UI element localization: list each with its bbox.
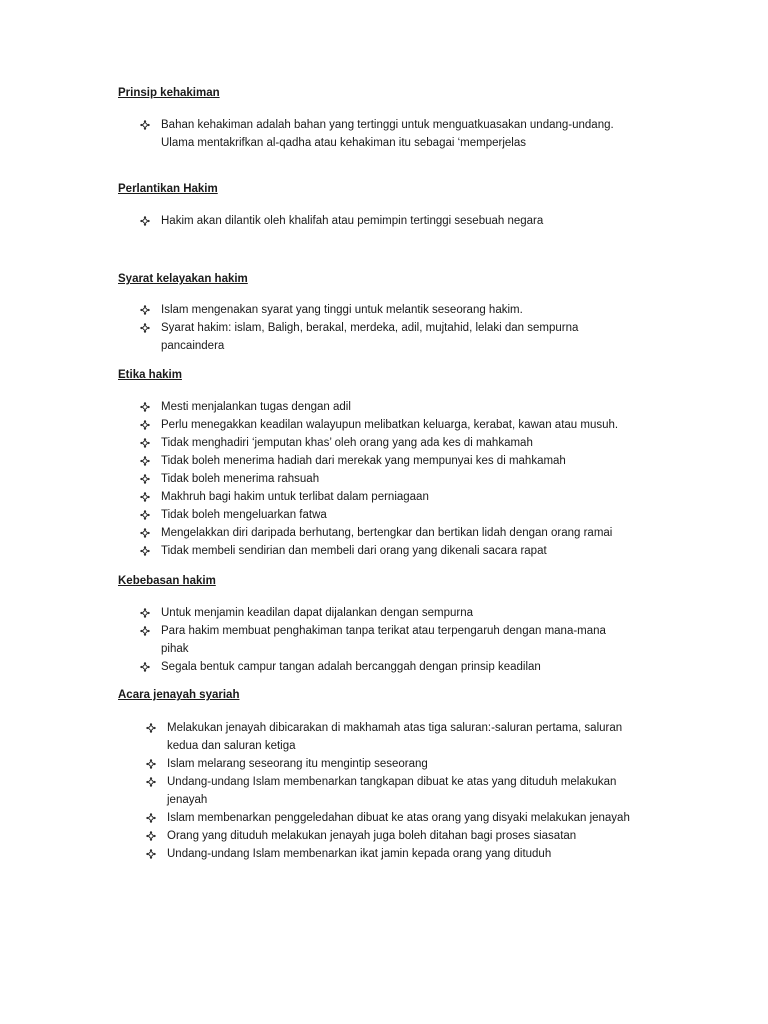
diamond-bullet-icon — [146, 831, 156, 841]
list-item — [140, 301, 610, 319]
list-item — [146, 773, 646, 809]
list-item — [146, 755, 646, 773]
list-item-text: Tidak boleh menerima rahsuah — [161, 473, 320, 485]
list-item — [140, 398, 680, 416]
diamond-bullet-icon — [140, 546, 150, 556]
diamond-bullet-icon — [140, 216, 150, 226]
diamond-bullet-icon — [146, 777, 156, 787]
diamond-bullet-icon — [140, 492, 150, 502]
diamond-bullet-icon — [140, 420, 150, 430]
list-item — [140, 434, 680, 452]
list-item — [146, 719, 646, 755]
diamond-bullet-icon — [146, 759, 156, 769]
list-item-text: Mengelakkan diri daripada berhutang, bertengkar dan bertikan lidah dengan orang ramai — [161, 527, 613, 539]
list-item-text: Islam mengenakan syarat yang tinggi untuk melantik seseorang hakim. — [161, 304, 523, 316]
list-item-text: Segala bentuk campur tangan adalah bercanggah dengan prinsip keadilan — [161, 661, 541, 673]
diamond-bullet-icon — [140, 662, 150, 672]
list-item — [140, 506, 680, 524]
list-item — [140, 416, 680, 434]
list-item — [140, 452, 680, 470]
diamond-bullet-icon — [140, 474, 150, 484]
diamond-bullet-icon — [140, 456, 150, 466]
diamond-bullet-icon — [140, 528, 150, 538]
heading-prinsip-kehakiman: Prinsip kehakiman — [118, 87, 220, 99]
list-acara-jenayah-syariah — [146, 719, 646, 863]
list-item-text: Tidak boleh mengeluarkan fatwa — [161, 509, 327, 521]
list-item — [140, 319, 610, 355]
diamond-bullet-icon — [146, 813, 156, 823]
diamond-bullet-icon — [146, 723, 156, 733]
diamond-bullet-icon — [140, 626, 150, 636]
list-item — [146, 845, 646, 863]
list-etika-hakim — [140, 398, 680, 560]
list-item-text: Melakukan jenayah dibicarakan di makhamah atas tiga saluran:-saluran pertama, saluran kedua dan saluran ketiga — [167, 722, 623, 752]
list-item-text: Para hakim membuat penghakiman tanpa terikat atau terpengaruh dengan mana-mana pihak — [161, 625, 606, 655]
diamond-bullet-icon — [140, 608, 150, 618]
list-item-text: Hakim akan dilantik oleh khalifah atau pemimpin tertinggi sesebuah negara — [161, 215, 544, 227]
diamond-bullet-icon — [140, 323, 150, 333]
list-item — [140, 542, 680, 560]
list-item-text: Bahan kehakiman adalah bahan yang tertinggi untuk menguatkuasakan undang-undang. Ulama mentakrifkan al-qadha atau kehakiman itu sebagai ‘memperjelas — [161, 119, 614, 149]
diamond-bullet-icon — [140, 510, 150, 520]
list-item-text: Orang yang dituduh melakukan jenayah juga boleh ditahan bagi proses siasatan — [167, 830, 577, 842]
list-item — [146, 809, 646, 827]
list-item-text: Syarat hakim: islam, Baligh, berakal, merdeka, adil, mujtahid, lelaki dan sempurna pancaindera — [161, 322, 579, 352]
list-item — [140, 658, 615, 676]
list-item-text: Tidak boleh menerima hadiah dari merekak yang mempunyai kes di mahkamah — [161, 455, 566, 467]
diamond-bullet-icon — [140, 305, 150, 315]
list-item — [140, 470, 680, 488]
heading-syarat-kelayakan-hakim: Syarat kelayakan hakim — [118, 273, 248, 285]
list-item — [140, 604, 615, 622]
diamond-bullet-icon — [140, 120, 150, 130]
list-item — [140, 488, 680, 506]
list-item-text: Undang-undang Islam membenarkan tangkapan dibuat ke atas yang dituduh melakukan jenayah — [167, 776, 617, 806]
list-kebebasan-hakim — [140, 604, 615, 676]
list-item-text: Tidak membeli sendirian dan membeli dari orang yang dikenali sacara rapat — [161, 545, 547, 557]
diamond-bullet-icon — [140, 402, 150, 412]
list-perlantikan-hakim — [140, 212, 660, 230]
list-item — [140, 524, 680, 542]
heading-etika-hakim: Etika hakim — [118, 369, 182, 381]
heading-perlantikan-hakim: Perlantikan Hakim — [118, 183, 218, 195]
list-item-text: Perlu menegakkan keadilan walayupun melibatkan keluarga, kerabat, kawan atau musuh. — [161, 419, 619, 431]
diamond-bullet-icon — [140, 438, 150, 448]
list-item — [140, 622, 615, 658]
list-item — [146, 827, 646, 845]
list-item-text: Tidak menghadiri ‘jemputan khas’ oleh orang yang ada kes di mahkamah — [161, 437, 533, 449]
list-prinsip-kehakiman — [140, 116, 640, 152]
list-syarat-kelayakan-hakim — [140, 301, 610, 355]
diamond-bullet-icon — [146, 849, 156, 859]
list-item-text: Undang-undang Islam membenarkan ikat jamin kepada orang yang dituduh — [167, 848, 552, 860]
list-item-text: Makhruh bagi hakim untuk terlibat dalam perniagaan — [161, 491, 429, 503]
list-item-text: Islam membenarkan penggeledahan dibuat ke atas orang yang disyaki melakukan jenayah — [167, 812, 630, 824]
heading-kebebasan-hakim: Kebebasan hakim — [118, 575, 216, 587]
list-item-text: Islam melarang seseorang itu mengintip seseorang — [167, 758, 428, 770]
list-item-text: Untuk menjamin keadilan dapat dijalankan dengan sempurna — [161, 607, 473, 619]
list-item-text: Mesti menjalankan tugas dengan adil — [161, 401, 351, 413]
list-item — [140, 212, 660, 230]
list-item — [140, 116, 640, 152]
heading-acara-jenayah-syariah: Acara jenayah syariah — [118, 689, 240, 701]
